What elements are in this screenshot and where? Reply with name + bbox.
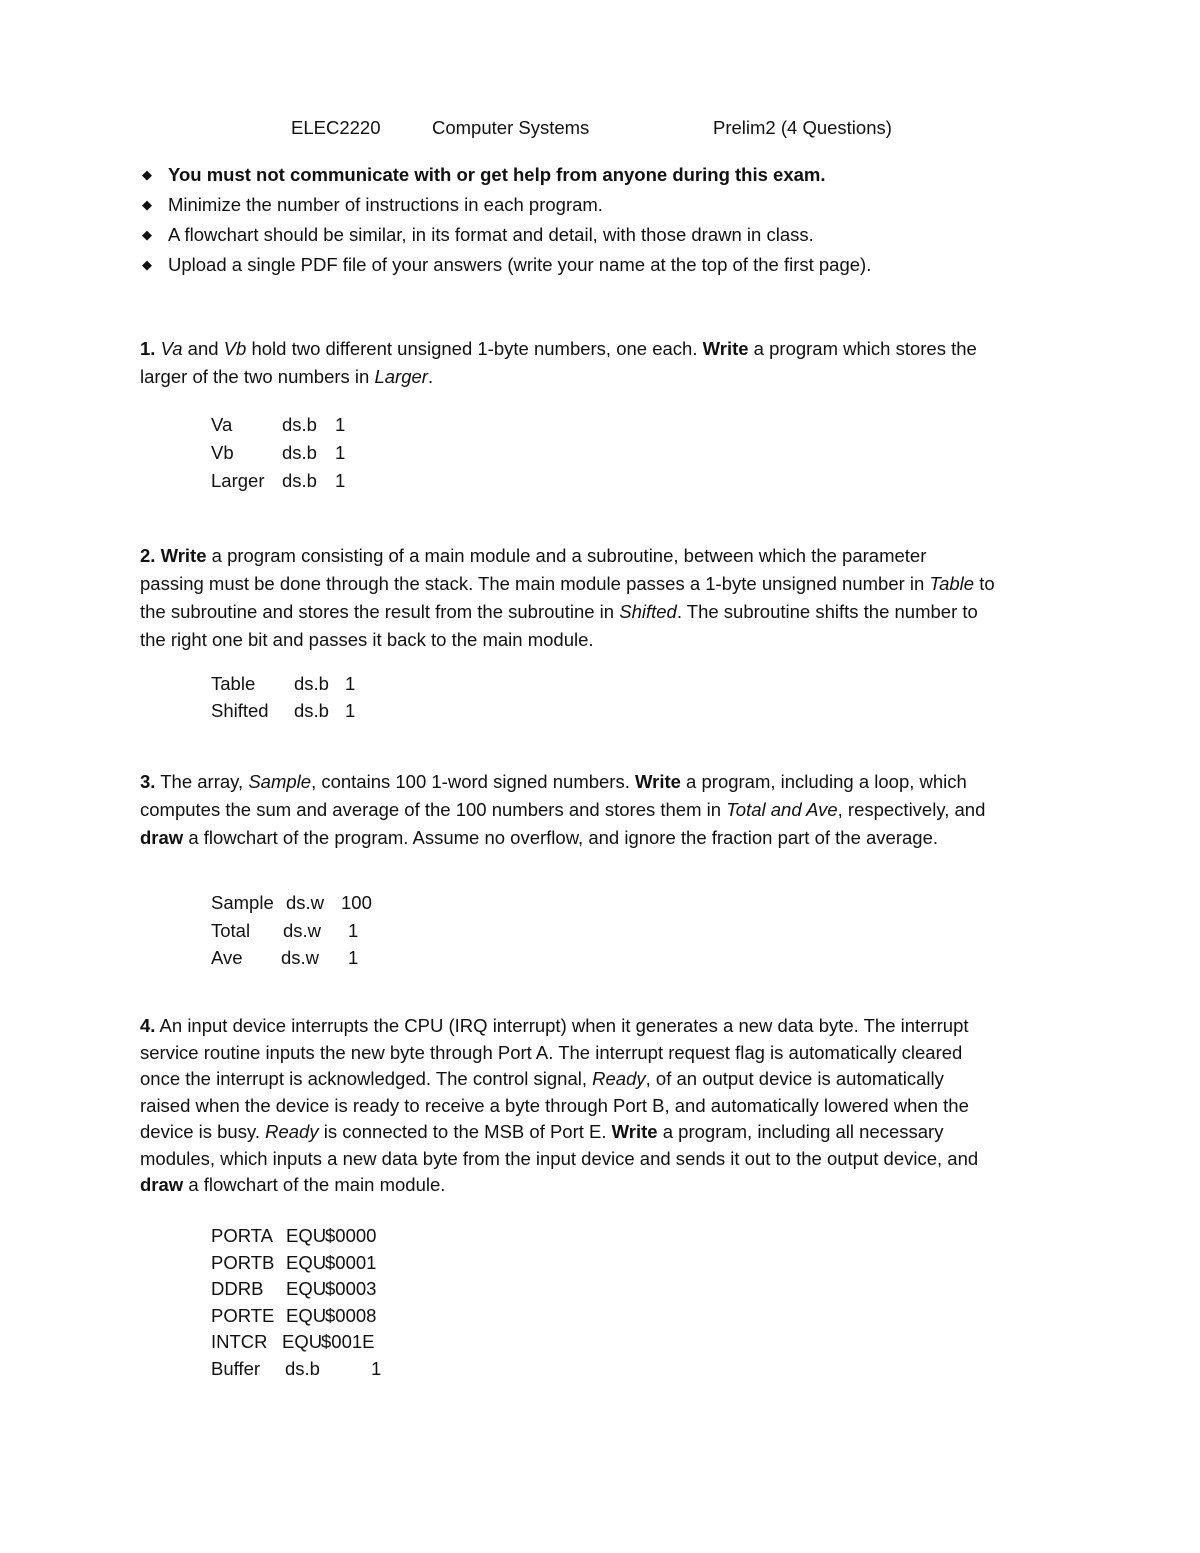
bullet-icon: ◆ xyxy=(142,257,152,272)
exam-header xyxy=(0,117,1200,143)
question-1: 1. Va and Vb hold two different unsigned 1-byte numbers, one each. Write a program which stores the larger of the two numbers in Larger. xyxy=(140,338,977,387)
list-item: ◆ Minimize the number of instructions in each program. xyxy=(140,192,1080,222)
bullet-icon: ◆ xyxy=(142,227,152,242)
instructions-list xyxy=(140,162,1080,282)
list-item: ◆ You must not communicate with or get help from anyone during this exam. xyxy=(140,162,1080,192)
course-code: ELEC2220 xyxy=(291,117,381,138)
course-title: Computer Systems xyxy=(432,117,590,138)
list-item: ◆ Upload a single PDF file of your answers (write your name at the top of the first page). xyxy=(140,252,1080,282)
exam-title: Prelim2 (4 Questions) xyxy=(713,117,892,138)
question-4: 4. An input device interrupts the CPU (IRQ interrupt) when it generates a new data byte. The interrupt service routine inputs the new byte through Port A. The interrupt request flag is automatically cleared once the interrupt is acknowledged. The control signal, Ready, of an output device is automatically raised when the device is ready to receive a byte through Port B, and automatically lowered when the device is busy. Ready is connected to the MSB of Port E. Write a program, including all necessary modules, which inputs a new data byte from the input device and sends it out to the output device, and draw a flowchart of the main module. xyxy=(140,1015,979,1195)
question-3: 3. The array, Sample, contains 100 1-word signed numbers. Write a program, including a loop, which computes the sum and average of the 100 numbers and stores them in Total and Ave, respectively, and draw a flowchart of the program. Assume no overflow, and ignore the fraction part of the average. xyxy=(140,771,986,848)
question-2: 2. Write a program consisting of a main module and a subroutine, between which the parameter passing must be done through the stack. The main module passes a 1-byte unsigned number in Table to the subroutine and stores the result from the subroutine in Shifted. The subroutine shifts the number to the right one bit and passes it back to the main module. xyxy=(140,545,995,650)
list-item: ◆ A flowchart should be similar, in its format and detail, with those drawn in class. xyxy=(140,222,1080,252)
exam-page: ELEC2220 Computer Systems Prelim2 (4 Questions) ◆ You must not communicate with or get help from anyone during this exam. ◆ Minimize the number of instructions in each program. ◆ A flowchart should be similar, in its format and detail, with those drawn in class. ◆ Upload a single PDF file of your answers (write your name at the top of the first page). 1. Va and Vb hold two different unsigned 1-byte numbers, one each. Write a program which stores the larger of the two numbers in Larger. Va ds.b 1 Vb ds.b 1 Larger ds.b 1 2. Write a program consisting of a main module and a subroutine, between which the parameter passing must be done through the stack. The main module passes a 1-byte unsigned number in Table to the subroutine and stores the result from the subroutine in Shifted. The subroutine shifts the number to the right one bit and passes it back to the main module. Table ds.b 1 Shifted ds.b 1 3. The array, Sample, contains 100 1-word signed numbers. Write a program, including a loop, which computes the sum and average of the 100 numbers and stores them in Total and Ave, respectively, and draw a flowchart of the program. Assume no overflow, and ignore the fraction part of the average. Sample ds.w 100 Total ds.w 1 Ave ds.w 1 4. An input device interrupts the CPU (IRQ interrupt) when it generates a new data byte. The interrupt service routine inputs the new byte through Port A. The interrupt request flag is automatically cleared once the interrupt is acknowledged. The control signal, Ready, of an output device is automatically raised when the device is ready to receive a byte through Port B, and automatically lowered when the device is busy. Ready is connected to the MSB of Port E. Write a program, including all necessary modules, which inputs a new data byte from the input device and sends it out to the output device, and draw a flowchart of the main module. PORTA EQU $0000 PORTB EQU $0001 DDRB EQU $0003 PORTE EQU $0008 INTCR EQU $001E Buffer ds.b 1 xyxy=(0,0,1200,1553)
bullet-icon: ◆ xyxy=(142,167,152,182)
bullet-icon: ◆ xyxy=(142,197,152,212)
